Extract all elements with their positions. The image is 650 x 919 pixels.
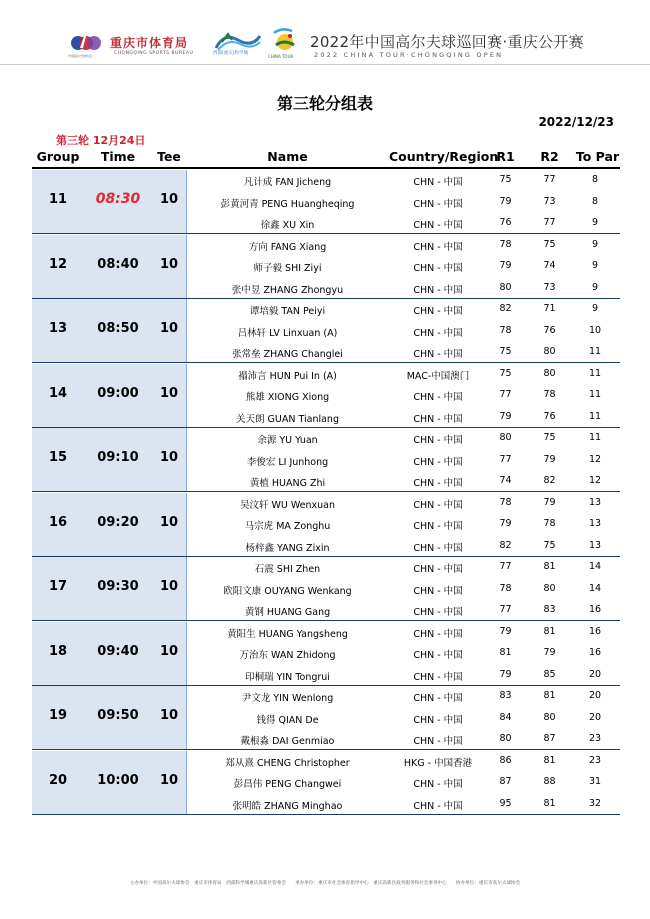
round2-score: 76: [543, 324, 556, 336]
player-row: [186, 557, 620, 578]
player-name: 李俊宏 LI Junhong: [246, 456, 329, 468]
china-tour-logo-icon: [270, 27, 298, 53]
to-par: 9: [591, 238, 599, 250]
china-tour-logo-text: CHINA TOUR: [268, 54, 294, 59]
group-divider: [32, 814, 620, 815]
round2-score: 85: [543, 668, 556, 680]
player-row: [186, 665, 620, 686]
player-country: CHN - 中国: [413, 800, 463, 812]
tee-time: 08:30: [95, 191, 141, 207]
group-number: 14: [48, 385, 68, 401]
round1-score: 79: [499, 410, 512, 422]
round2-score: 80: [543, 367, 556, 379]
round1-score: 78: [499, 238, 512, 250]
tee-time: 10:00: [97, 772, 139, 788]
player-country: CHN - 中国: [413, 198, 463, 210]
player-country: CHN - 中国: [413, 693, 463, 704]
tee-number: 10: [159, 772, 179, 788]
player-country: CHN - 中国: [413, 607, 463, 618]
tee-number: 10: [159, 643, 179, 659]
round1-score: 83: [499, 690, 512, 701]
to-par: 31: [588, 776, 602, 787]
player-name: 余源 YU Yuan: [257, 435, 318, 446]
to-par: 20: [588, 690, 602, 701]
event-subtitle: 2022 CHINA TOUR·CHONGQING OPEN: [314, 51, 504, 59]
player-name: 黄植 HUANG Zhi: [249, 478, 326, 489]
round1-score: 95: [499, 797, 512, 809]
player-country: CHN - 中国: [413, 736, 463, 747]
to-par: 11: [588, 367, 602, 379]
player-name: 彭昌伟 PENG Changwei: [233, 779, 342, 790]
player-row: [186, 321, 620, 342]
player-name: 吴汶轩 WU Wenxuan: [239, 499, 336, 511]
round2-score: 79: [543, 453, 556, 465]
round1-score: 78: [499, 582, 512, 594]
group-number: 16: [48, 514, 68, 530]
player-row: [186, 278, 620, 299]
round2-score: 81: [543, 754, 556, 766]
group-block: [32, 751, 620, 815]
player-name: 尹文龙 YIN Wenlong: [241, 693, 334, 704]
to-par: 20: [588, 668, 602, 680]
player-row: [186, 643, 620, 664]
group-block: [32, 364, 620, 428]
round1-score: 75: [499, 346, 512, 357]
round2-score: 79: [543, 496, 556, 508]
tee-number: 10: [159, 385, 179, 401]
round2-score: 88: [543, 776, 556, 787]
player-country: CHN - 中国: [413, 521, 463, 532]
round1-score: 80: [499, 281, 512, 293]
round2-score: 77: [543, 217, 556, 228]
col-to-par: To Par: [575, 149, 620, 164]
table-header: [32, 148, 620, 167]
round1-score: 82: [499, 303, 512, 314]
tee-time: 08:40: [97, 256, 139, 272]
player-country: CHN - 中国: [413, 220, 463, 231]
page-header: [0, 0, 650, 62]
to-par: 14: [588, 582, 602, 594]
player-name: 吕林轩 LV Linxuan (A): [237, 327, 338, 339]
player-country: CHN - 中国: [413, 714, 463, 726]
player-name: 彭黄河青 PENG Huangheqing: [220, 198, 355, 210]
group-block: [32, 235, 620, 299]
round1-score: 81: [499, 647, 512, 658]
player-country: CHN - 中国: [413, 327, 463, 339]
tee-time: 09:40: [97, 643, 139, 659]
round2-score: 80: [543, 711, 556, 723]
round1-score: 84: [499, 711, 512, 723]
tee-number: 10: [159, 579, 179, 594]
round1-score: 77: [499, 604, 512, 615]
player-country: CHN - 中国: [413, 585, 463, 597]
tee-time: 09:00: [97, 385, 139, 401]
sports-bureau-name: 重庆市体育局: [110, 36, 189, 50]
player-name: 万治东 WAN Zhidong: [239, 650, 336, 661]
player-row: [186, 514, 620, 535]
player-name: 张明皓 ZHANG Minghao: [232, 800, 343, 812]
round2-score: 81: [543, 625, 556, 637]
to-par: 16: [588, 625, 602, 637]
player-country: CHN - 中国: [413, 456, 463, 468]
player-name: 石震 SHI Zhen: [254, 564, 321, 575]
player-row: [186, 192, 620, 213]
group-block: [32, 299, 620, 363]
player-row: [186, 364, 620, 385]
round1-score: 76: [499, 217, 512, 228]
round2-score: 82: [543, 475, 556, 486]
to-par: 13: [588, 518, 602, 529]
round2-score: 79: [543, 647, 556, 658]
player-row: [186, 536, 620, 557]
player-row: [186, 772, 620, 793]
to-par: 23: [588, 733, 602, 744]
to-par: 23: [588, 754, 602, 766]
round2-score: 78: [543, 389, 556, 400]
sports-bureau-english: CHONGQING SPORTS BUREAU: [114, 51, 194, 56]
to-par: 9: [591, 303, 599, 314]
to-par: 13: [588, 496, 602, 508]
col-tee: Tee: [157, 149, 181, 164]
to-par: 20: [588, 711, 602, 723]
cga-logo-icon: [70, 32, 102, 54]
player-row: [186, 428, 620, 449]
player-row: [186, 729, 620, 750]
round2-score: 74: [543, 260, 556, 271]
round2-score: 76: [543, 410, 556, 422]
group-number: 17: [48, 579, 68, 594]
round1-score: 75: [499, 367, 512, 379]
tee-number: 10: [159, 321, 179, 336]
group-number: 12: [48, 256, 68, 272]
player-name: 印桐瑞 YIN Tongrui: [245, 671, 330, 683]
round1-score: 87: [499, 776, 512, 787]
player-country: CHN - 中国: [413, 435, 463, 446]
tee-number: 10: [159, 192, 179, 207]
group-number: 19: [48, 708, 68, 723]
group-block: [32, 686, 620, 750]
player-name: 张常垒 ZHANG Changlei: [232, 349, 343, 360]
round2-score: 81: [543, 561, 556, 572]
player-country: CHN - 中国: [413, 241, 463, 253]
round1-score: 79: [499, 195, 512, 207]
col-name: Name: [267, 149, 308, 164]
to-par: 16: [588, 604, 602, 615]
round1-score: 86: [499, 754, 512, 766]
player-name: 褟沛言 HUN Pui In (A): [238, 370, 337, 382]
player-name: 戴根淼 DAI Genmiao: [240, 736, 335, 747]
to-par: 11: [588, 346, 602, 357]
player-row: [186, 385, 620, 406]
player-row: [186, 342, 620, 363]
player-row: [186, 235, 620, 256]
round1-score: 78: [499, 496, 512, 508]
round1-score: 77: [499, 453, 512, 465]
round1-score: 80: [499, 733, 512, 744]
to-par: 11: [588, 389, 602, 400]
col-time: Time: [100, 149, 136, 164]
round2-score: 73: [543, 281, 556, 293]
player-row: [186, 256, 620, 277]
player-name: 钱得 QIAN De: [256, 714, 319, 726]
to-par: 9: [591, 281, 599, 293]
player-country: CHN - 中国: [413, 392, 463, 403]
to-par: 8: [591, 174, 599, 185]
player-name: 黄阳生 HUANG Yangsheng: [227, 628, 348, 640]
round1-score: 77: [499, 561, 512, 572]
player-country: CHN - 中国: [413, 177, 463, 188]
to-par: 13: [588, 539, 602, 551]
round2-score: 77: [543, 174, 556, 185]
player-name: 关天朗 GUAN Tianlang: [236, 413, 339, 425]
round1-score: 75: [499, 174, 512, 185]
player-name: 马宗虎 MA Zonghu: [244, 521, 331, 532]
round1-score: 80: [499, 432, 512, 443]
player-row: [186, 493, 620, 514]
to-par: 11: [588, 432, 602, 443]
player-name: 师子毅 SHI Ziyi: [253, 263, 322, 274]
player-country: CHN - 中国: [413, 671, 463, 683]
group-block: [32, 428, 620, 492]
round2-score: 87: [543, 733, 556, 744]
player-row: [186, 794, 620, 815]
player-country: CHN - 中国: [413, 628, 463, 640]
player-country: CHN - 中国: [413, 779, 463, 790]
group-number: 15: [48, 450, 68, 465]
round2-score: 83: [543, 604, 556, 615]
round2-score: 80: [543, 346, 556, 357]
player-row: [186, 170, 620, 191]
round1-score: 79: [499, 668, 512, 680]
tee-time: 08:50: [97, 321, 139, 336]
player-name: 张中昱 ZHANG Zhongyu: [231, 284, 344, 296]
round2-score: 75: [543, 238, 556, 250]
player-country: CHN - 中国: [413, 413, 463, 425]
player-row: [186, 579, 620, 600]
to-par: 12: [588, 475, 602, 486]
player-row: [186, 450, 620, 471]
round1-score: 82: [499, 539, 512, 551]
player-name: 欧阳文康 OUYANG Wenkang: [223, 585, 352, 597]
col-group: Group: [36, 149, 80, 164]
to-par: 11: [588, 410, 602, 422]
cga-logo-text: 中国高尔夫球协会: [68, 54, 93, 58]
group-number: 20: [48, 772, 68, 788]
page-title: 第三轮分组表: [276, 94, 373, 113]
player-country: CHN - 中国: [413, 650, 463, 661]
tee-number: 10: [159, 256, 179, 272]
tee-number: 10: [159, 708, 179, 723]
tee-number: 10: [159, 514, 179, 530]
to-par: 9: [591, 217, 599, 228]
player-name: 熊雄 XIONG Xiong: [245, 392, 330, 403]
player-country: CHN - 中国: [413, 306, 463, 317]
to-par: 10: [588, 324, 602, 336]
round2-score: 81: [543, 690, 556, 701]
player-row: [186, 407, 620, 428]
round2-score: 78: [543, 518, 556, 529]
round2-score: 73: [543, 195, 556, 207]
group-number: 18: [48, 643, 68, 659]
player-row: [186, 622, 620, 643]
group-number: 13: [48, 321, 68, 336]
to-par: 16: [588, 647, 602, 658]
tee-time: 09:10: [97, 450, 139, 465]
player-row: [186, 751, 620, 772]
header-rule: [32, 167, 620, 169]
tee-time: 09:30: [97, 579, 139, 594]
tee-time: 09:20: [97, 514, 139, 530]
player-row: [186, 708, 620, 729]
player-country: CHN - 中国: [413, 263, 463, 274]
player-country: CHN - 中国: [413, 564, 463, 575]
header-divider: [0, 64, 650, 65]
player-name: 谭培毅 TAN Peiyi: [249, 306, 326, 317]
round2-score: 75: [543, 432, 556, 443]
player-country: CHN - 中国: [413, 542, 463, 554]
round-label: 第三轮 12月24日: [56, 134, 146, 147]
group-block: [32, 622, 620, 686]
to-par: 9: [591, 260, 599, 271]
round2-score: 71: [543, 303, 556, 314]
player-name: 方向 FANG Xiang: [248, 241, 327, 253]
to-par: 14: [588, 561, 602, 572]
tee-number: 10: [159, 450, 179, 465]
player-country: CHN - 中国: [413, 499, 463, 511]
player-name: 徐鑫 XU Xin: [260, 220, 315, 231]
group-block: [32, 170, 620, 234]
document-date: 2022/12/23: [538, 115, 614, 129]
round2-score: 75: [543, 539, 556, 551]
group-number: 11: [48, 192, 68, 207]
player-row: [186, 686, 620, 707]
round1-score: 79: [499, 260, 512, 271]
player-row: [186, 600, 620, 621]
player-row: [186, 213, 620, 234]
event-title: 2022年中国高尔夫球巡回赛·重庆公开赛: [310, 33, 584, 51]
player-country: MAC-中国澳门: [406, 370, 470, 382]
to-par: 32: [588, 797, 602, 809]
player-row: [186, 299, 620, 320]
tee-time: 09:50: [97, 708, 139, 723]
to-par: 8: [591, 195, 599, 207]
group-block: [32, 493, 620, 557]
round2-score: 80: [543, 582, 556, 594]
player-country: CHN - 中国: [413, 349, 463, 360]
to-par: 12: [588, 453, 602, 465]
science-city-logo-text: 西部(重庆)科学城: [213, 51, 249, 56]
group-block: [32, 557, 620, 621]
player-name: 黄钢 HUANG Gang: [244, 607, 331, 618]
round1-score: 79: [499, 625, 512, 637]
player-country: CHN - 中国: [413, 284, 463, 296]
player-country: CHN - 中国: [413, 478, 463, 489]
player-country: HKG - 中国香港: [403, 757, 473, 769]
player-name: 杨梓鑫 YANG Zixin: [245, 542, 330, 554]
player-name: 凡计成 FAN Jicheng: [243, 177, 332, 188]
round1-score: 79: [499, 518, 512, 529]
round1-score: 74: [499, 475, 512, 486]
player-row: [186, 471, 620, 492]
col-r2: R2: [540, 149, 559, 164]
col-r1: R1: [496, 149, 515, 164]
organizers-footer: 主办单位：中国高尔夫球协会 重庆市体育局 西部科学城重庆高新区管委会 承办单位：重庆市社会体育指导中心 重庆高新区政务服务和社会事务中心 协办单位：重庆市高尔夫球协会: [129, 881, 521, 886]
round2-score: 81: [543, 797, 556, 809]
col-country: Country/Region: [389, 149, 499, 164]
player-name: 郑从熹 CHENG Christopher: [225, 757, 350, 769]
round1-score: 78: [499, 324, 512, 336]
round1-score: 77: [499, 389, 512, 400]
